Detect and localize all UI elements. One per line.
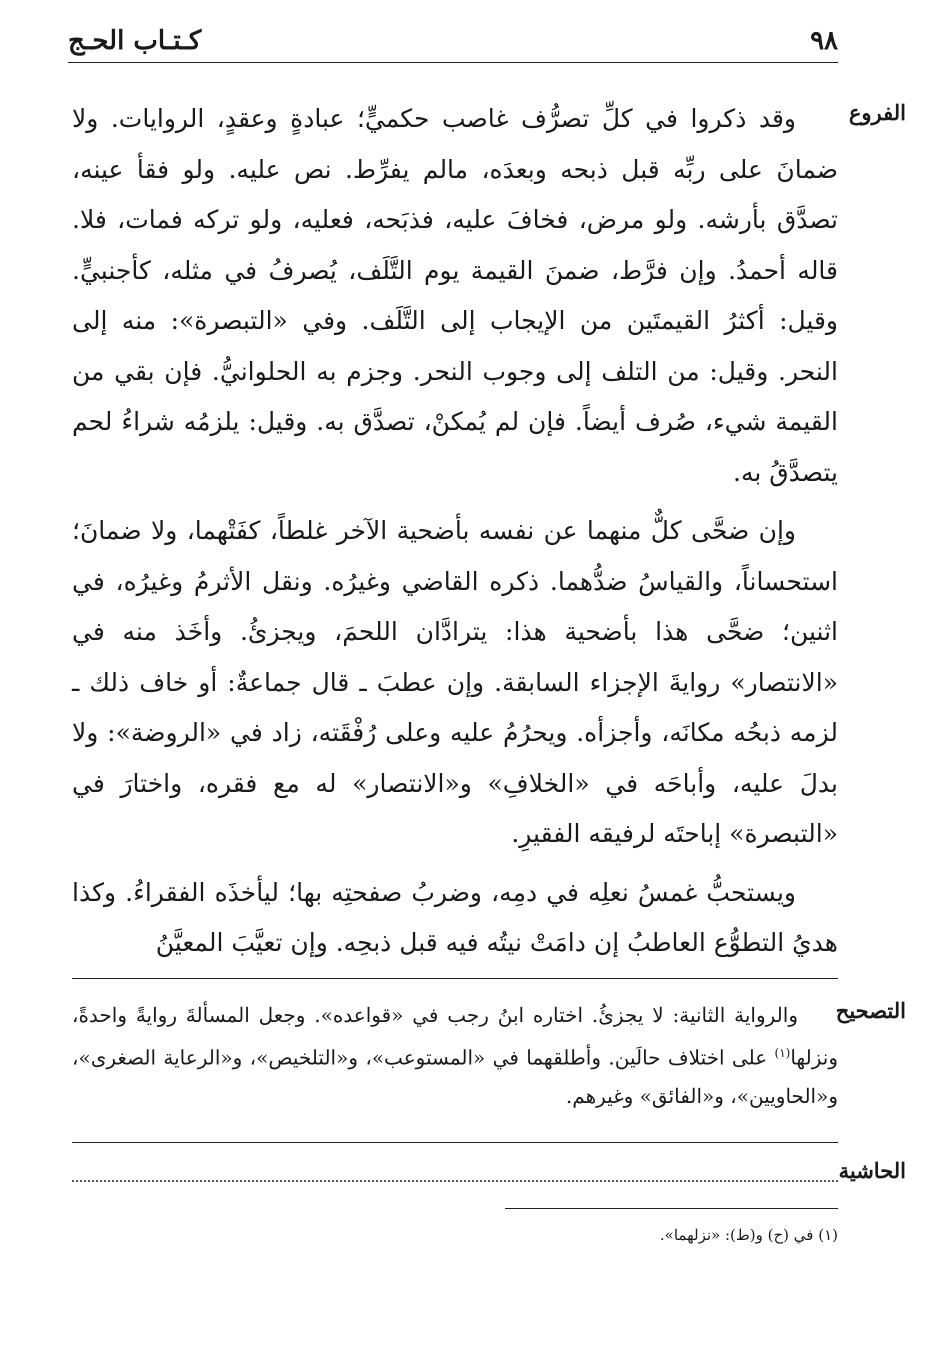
label-furu: الفروع bbox=[848, 100, 906, 125]
label-hashiyah: الحاشية bbox=[838, 1158, 906, 1183]
footnote-ref[interactable]: (١) bbox=[774, 1046, 791, 1060]
correction-text-b: على اختلاف حالَين. وأطلقهما في «المستوعب»، و«التلخيص»، و«الرعاية الصغرى»، و«الحاويين»، و«الفائق» وغيرهم. bbox=[72, 1045, 838, 1108]
book-title: كـتـاب الحـج bbox=[68, 26, 202, 56]
page-header bbox=[68, 22, 838, 62]
main-paragraph-2: وإن ضحَّى كلٌّ منهما عن نفسه بأضحية الآخر غلطاً، كفَتْهما، ولا ضمانَ؛ استحساناً، والقياسُ ضدُّهما. ذكره القاضي وغيرُه. ونقل الأثرمُ وغيرُه، في اثنين؛ ضحَّى هذا بأضحية هذا: يترادَّان اللحمَ، ويجزئُ. وأخَذ منه في «الانتصار» روايةَ الإجزاء السابقة. وإن عطبَ ـ قال جماعةٌ: أو خاف ذلك ـ لزمه ذبحُه مكانَه، وأجزأه. ويحرُمُ عليه وعلى رُفْقَته، زاد في «الروضة»: ولا بدلَ عليه، وأباحَه في «الخلافِ» و«الانتصار» له مع فقره، واختارَ في «التبصرة» إباحتَه لرفيقه الفقيرِ. bbox=[72, 516, 838, 848]
hashiyah-dotted-line bbox=[72, 1180, 838, 1182]
main-paragraph-1: وقد ذكروا في كلِّ تصرُّف غاصب حكميٍّ؛ عبادةٍ وعقدٍ، الروايات. ولا ضمانَ على ربِّه قبل ذبحه وبعدَه، مالم يفرِّط. نص عليه. ولو فقأ عينه، تصدَّق بأرشه. ولو مرض، فخافَ عليه، فذبَحه، فعليه، ولو تركه فمات، فلا. قاله أحمدُ. وإن فرَّط، ضمنَ القيمة يوم التَّلَف، يُصرفُ في مثله، كأجنبيٍّ. وقيل: أكثرُ القيمتَين من الإيجاب إلى التَّلَف. وفي «التبصرة»: منه إلى النحر. وقيل: من التلف إلى وجوب النحر. وجزم به الحلوانيُّ. فإن بقي من القيمة شيء، صُرف أيضاً. فإن لم يُمكنْ، تصدَّق به. وقيل: يلزمُه شراءُ لحم يتصدَّقُ به. bbox=[72, 104, 838, 487]
footnote-divider bbox=[505, 1208, 838, 1209]
correction-text-a: والرواية الثانية: لا يجزئُ. اختاره ابنُ رجب في «قواعده». وجعل المسألةَ روايةً واحدةً، ونزلها bbox=[72, 1003, 838, 1070]
correction-paragraph bbox=[72, 996, 838, 1115]
main-text bbox=[72, 94, 838, 969]
footnote: (١) في (ح) و(ط): «نزلهما». bbox=[659, 1226, 838, 1244]
main-paragraph-3: ويستحبُّ غمسُ نعلِه في دمِه، وضربُ صفحتِه بها؛ ليأخذَه الفقراءُ. وكذا هديُ التطوُّع العاطبُ إن دامَتْ نيتُه فيه قبل ذبحِه. وإن تعيَّبَ المعيَّنُ bbox=[72, 877, 838, 957]
correction-divider bbox=[72, 1142, 838, 1143]
page-number: ٩٨ bbox=[810, 26, 838, 56]
header-divider bbox=[68, 62, 838, 63]
main-divider bbox=[72, 978, 838, 979]
label-tashih: التصحيح bbox=[835, 998, 906, 1023]
correction-section bbox=[72, 996, 838, 1115]
